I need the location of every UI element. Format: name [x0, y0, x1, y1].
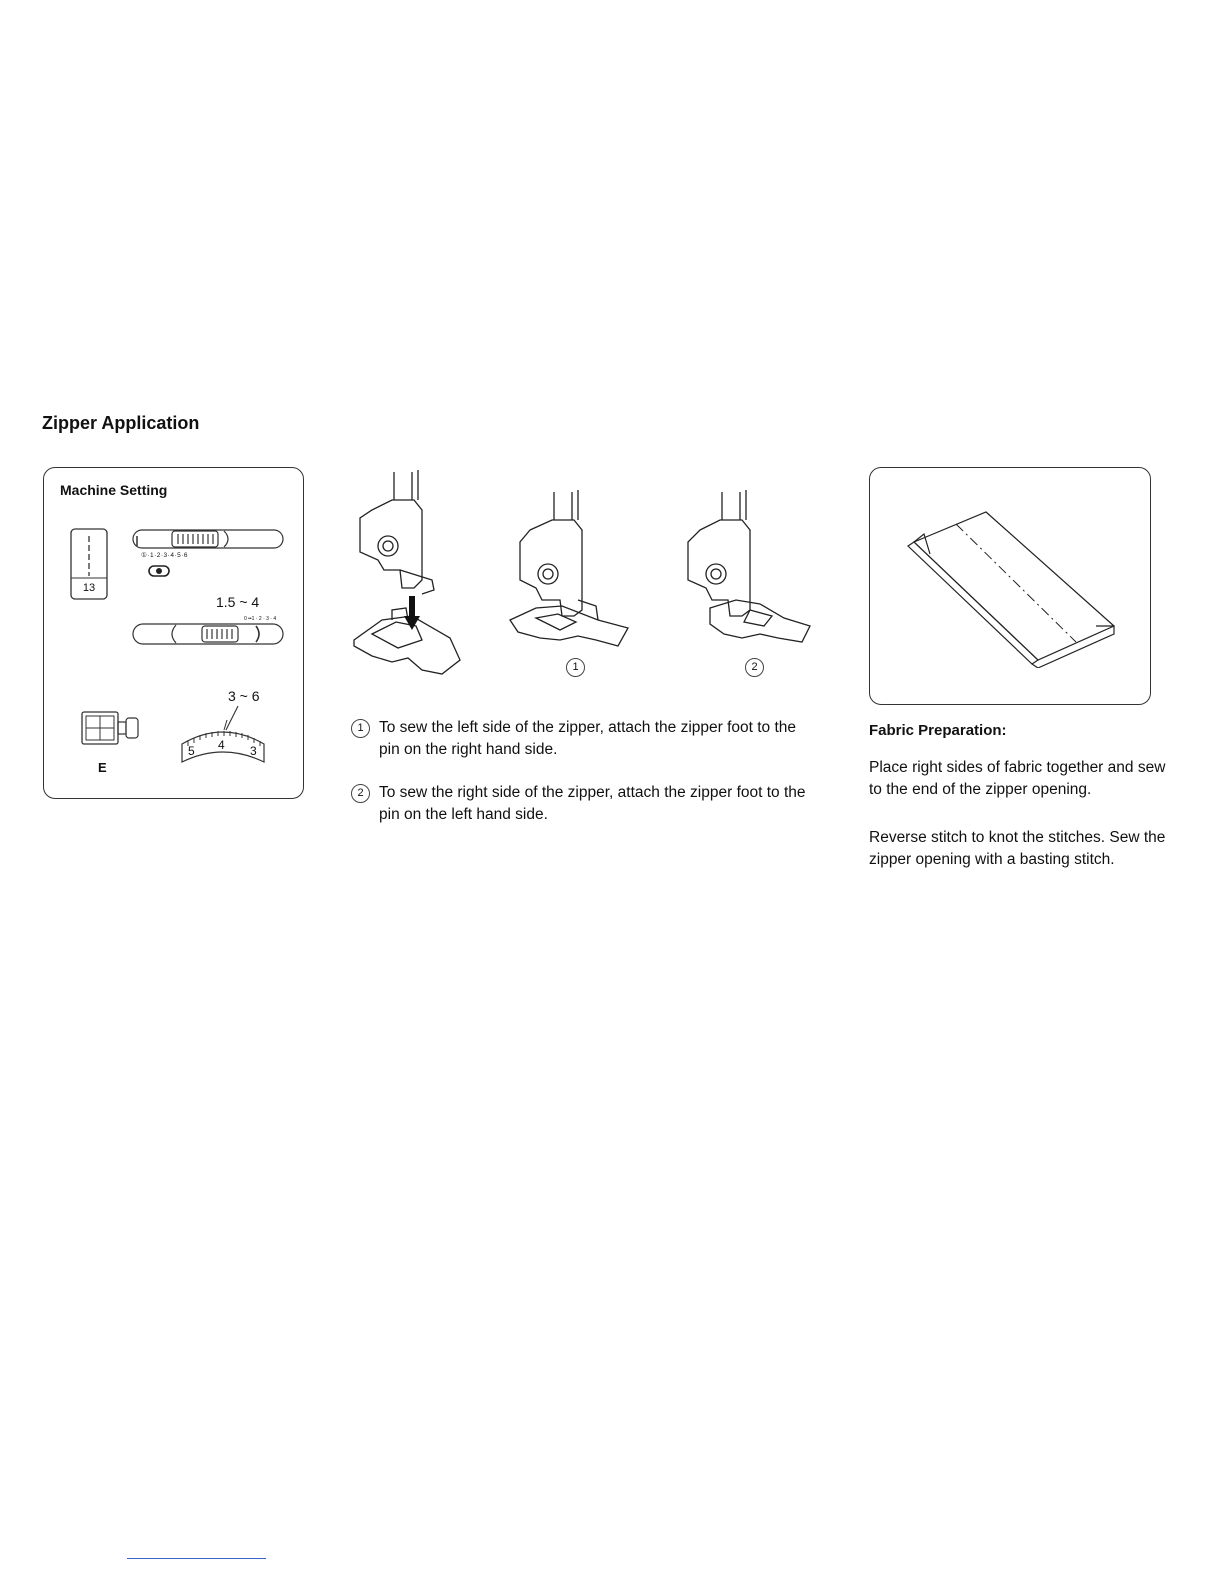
tension-dial-number: 4 — [218, 738, 225, 752]
stitch-width-slider — [132, 528, 284, 550]
step-number: 1 — [351, 719, 370, 738]
needle-position-icon — [148, 564, 170, 582]
tension-range: 3 ~ 6 — [228, 688, 260, 704]
stitch-length-slider — [132, 622, 284, 646]
tension-dial-number: 5 — [188, 744, 195, 758]
pattern-selector — [70, 528, 108, 600]
step-text: To sew the right side of the zipper, attach the zipper foot to the pin on the left hand side. — [379, 784, 806, 823]
foot-left-pin-illustration — [680, 490, 814, 650]
section-title: Zipper Application — [42, 413, 200, 433]
pattern-number: 13 — [82, 582, 96, 594]
fabric-illustration-panel — [869, 467, 1151, 705]
stitch-length-scale: 0 ••1 · 2 · 3 · 4 — [244, 616, 277, 622]
step-item — [351, 717, 821, 761]
fabric-preparation-text: Place right sides of fabric together and sew to the end of the zipper opening. — [869, 759, 1166, 798]
foot-letter: E — [98, 760, 107, 775]
fabric-preparation-title: Fabric Preparation: — [869, 722, 1007, 739]
machine-setting-title: Machine Setting — [60, 482, 168, 498]
fabric-illustration — [900, 508, 1130, 668]
tension-dial-number: 3 — [250, 744, 257, 758]
step-item — [351, 782, 821, 826]
stitch-length-range: 1.5 ~ 4 — [216, 594, 260, 610]
foot-right-pin-illustration — [500, 490, 632, 650]
footer-rule — [127, 1558, 266, 1559]
foot-attach-illustration — [352, 470, 464, 680]
zipper-foot-icon — [80, 708, 142, 753]
stitch-width-scale: ①·1·2·3·4·5·6 — [141, 552, 189, 559]
illustration-caption: 1 — [566, 658, 585, 677]
tension-dial — [180, 704, 266, 766]
fabric-preparation-text: Reverse stitch to knot the stitches. Sew the zipper opening with a basting stitch. — [869, 829, 1166, 868]
step-number: 2 — [351, 784, 370, 803]
illustration-caption: 2 — [745, 658, 764, 677]
step-text: To sew the left side of the zipper, attach the zipper foot to the pin on the right hand side. — [379, 719, 797, 758]
machine-setting-panel — [43, 467, 304, 799]
